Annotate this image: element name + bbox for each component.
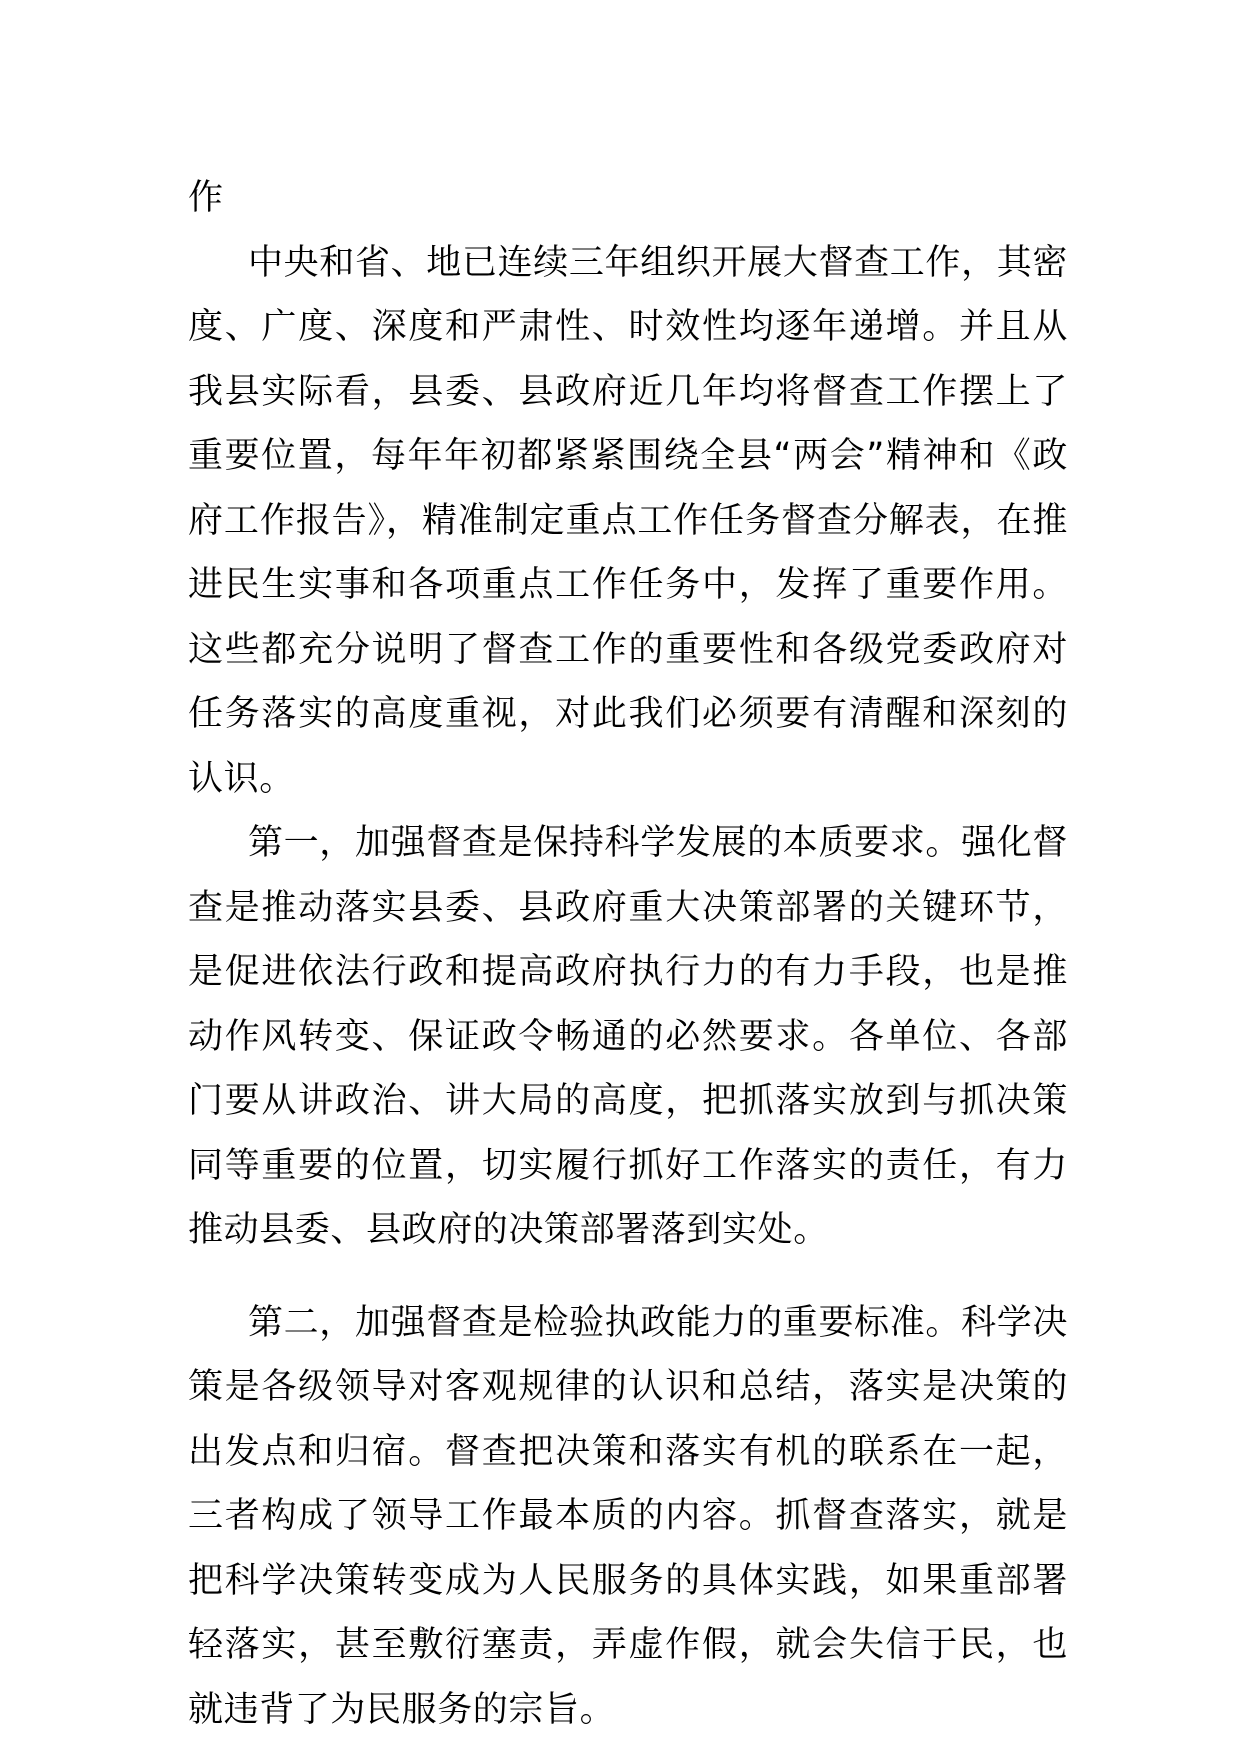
document-body	[188, 166, 1068, 1742]
paragraph-3: 第二，加强督查是检验执政能力的重要标准。科学决策是各级领导对客观规律的认识和总结，落实是决策的出发点和归宿。督查把决策和落实有机的联系在一起，三者构成了领导工作最本质的内容。抓督查落实，就是把科学决策转变成为人民服务的具体实践，如果重部署轻落实，甚至敷衍塞责，弄虚作假，就会失信于民，也就违背了为民服务的宗旨。	[188, 1302, 1068, 1730]
continuation-text: 作	[188, 178, 224, 218]
paragraph-1: 中央和省、地已连续三年组织开展大督查工作，其密度、广度、深度和严肃性、时效性均逐年递增。并且从我县实际看，县委、县政府近几年均将督查工作摆上了重要位置，每年年初都紧紧围绕全县“两会”精神和《政府工作报告》，精准制定重点工作任务督查分解表，在推进民生实事和各项重点工作任务中，发挥了重要作用。这些都充分说明了督查工作的重要性和各级党委政府对任务落实的高度重视，对此我们必须要有清醒和深刻的认识。	[188, 242, 1068, 799]
paragraph-2: 第一，加强督查是保持科学发展的本质要求。强化督查是推动落实县委、县政府重大决策部署的关键环节，是促进依法行政和提高政府执行力的有力手段，也是推动作风转变、保证政令畅通的必然要求。各单位、各部门要从讲政治、讲大局的高度，把抓落实放到与抓决策同等重要的位置，切实履行抓好工作落实的责任，有力推动县委、县政府的决策部署落到实处。	[188, 823, 1068, 1250]
